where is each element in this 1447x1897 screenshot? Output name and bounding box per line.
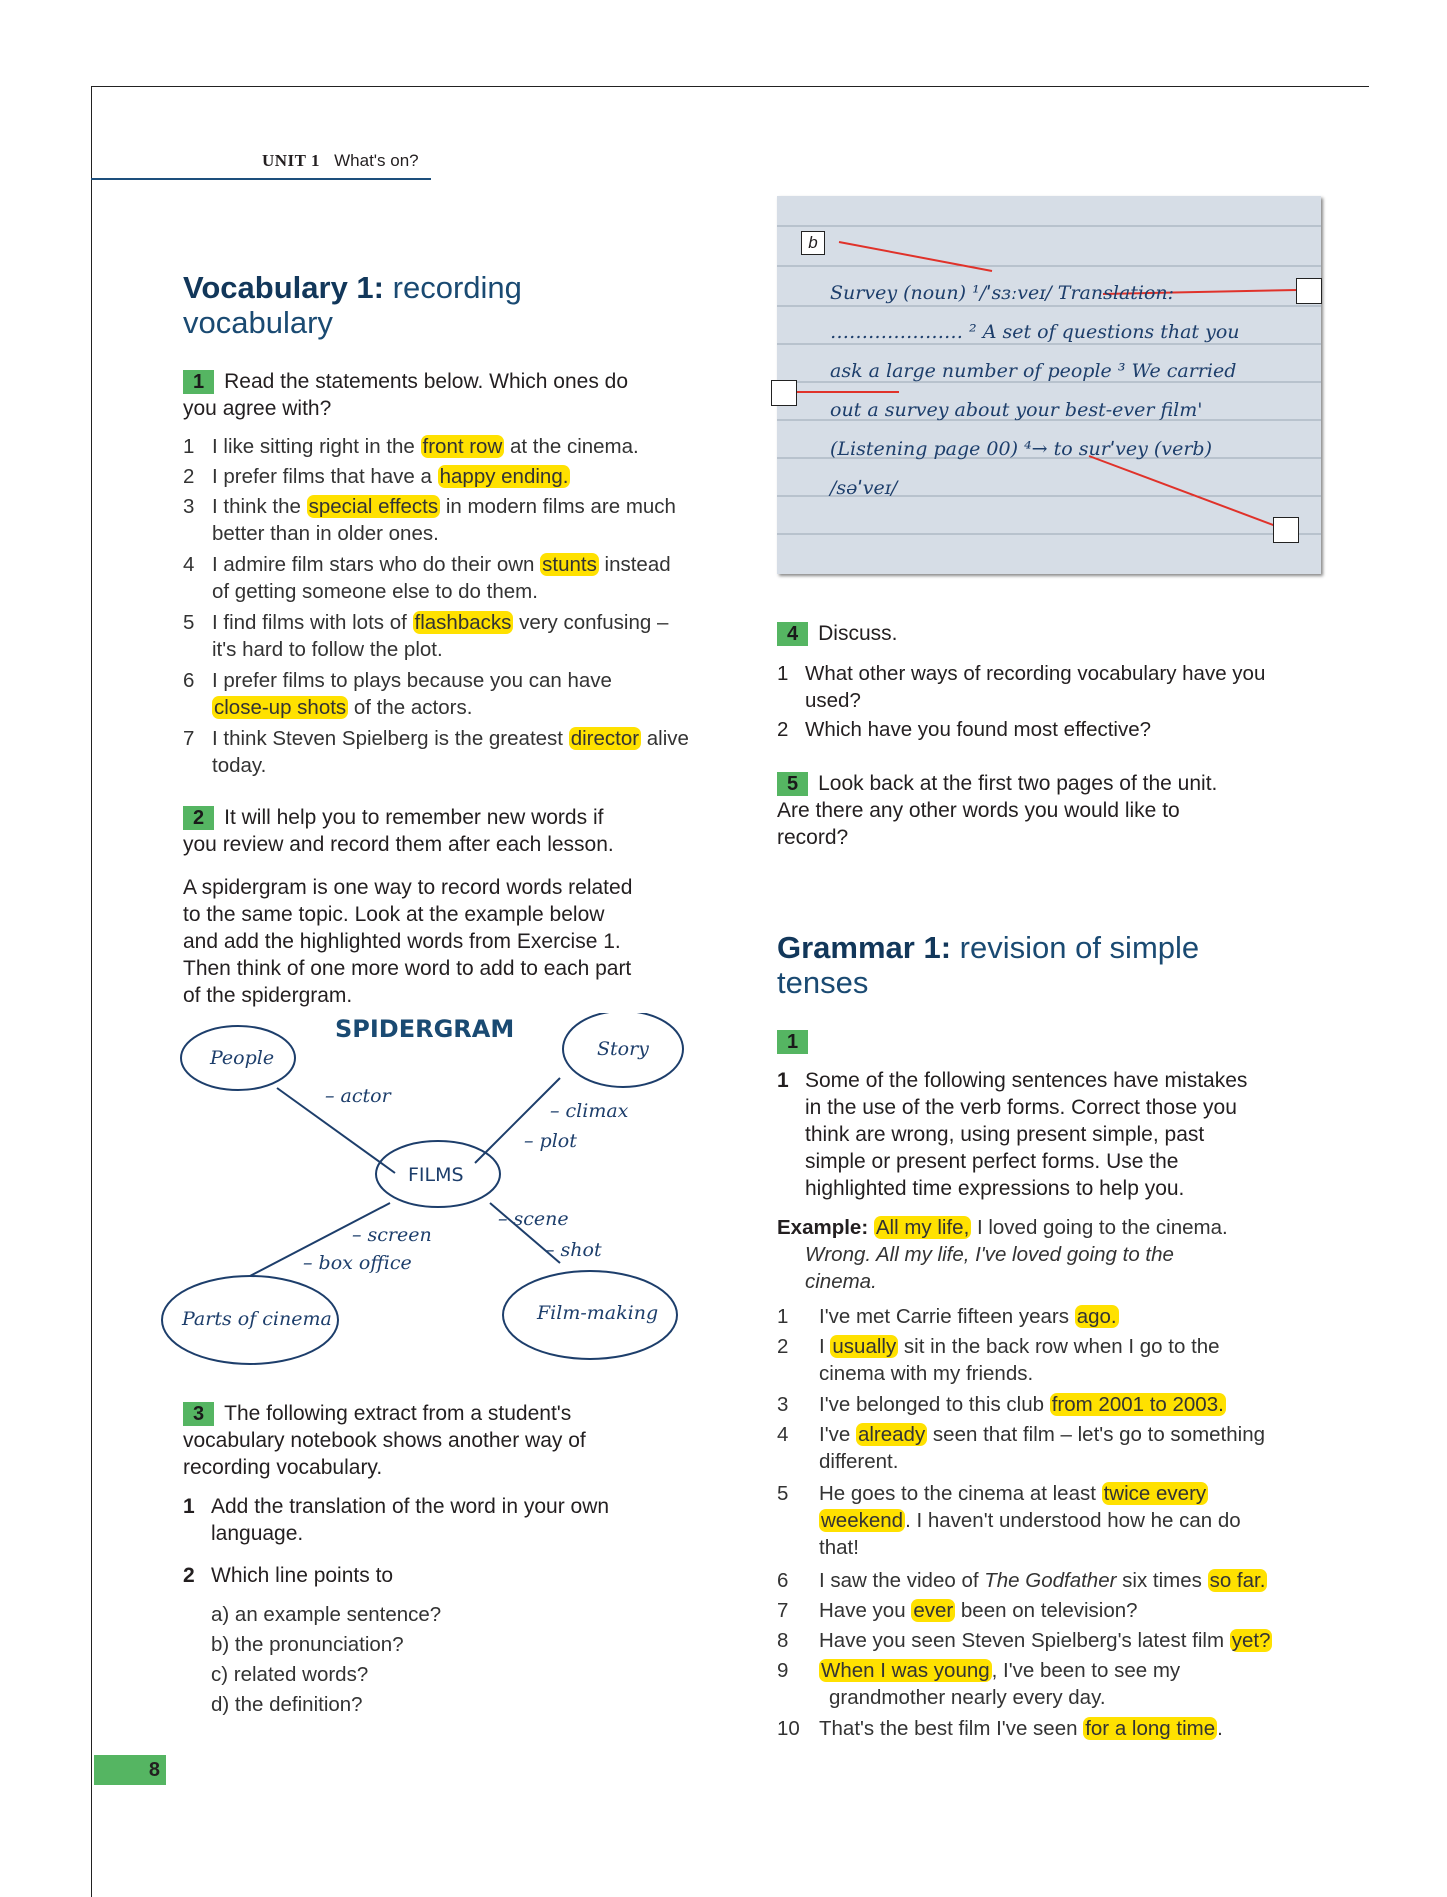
answer-box[interactable] <box>1273 517 1299 543</box>
item-number: 7 <box>777 1599 789 1622</box>
question-text: Which line points to <box>211 1564 394 1587</box>
grammar-item <box>777 1480 1357 1561</box>
grammar-item <box>777 1303 1357 1330</box>
vocab-item <box>183 493 743 547</box>
filmmaking-label: Film-making <box>537 1302 659 1324</box>
question-text: highlighted time expressions to help you. <box>805 1177 1185 1200</box>
question-text: simple or present perfect forms. Use the <box>805 1150 1179 1173</box>
scene-word: – scene <box>498 1208 569 1230</box>
item-text: I like sitting right in the <box>212 435 421 458</box>
item-text: better than in older ones. <box>212 522 439 545</box>
item-text: cinema with my friends. <box>819 1362 1034 1385</box>
vocab-item <box>183 609 743 663</box>
highlight: When I was young <box>821 1659 990 1682</box>
highlight: ago. <box>1076 1305 1117 1328</box>
notebook-line: Survey (noun) ¹/ˈsɜːveɪ/ Translation: <box>830 282 1175 304</box>
notebook-line: out a survey about your best-ever film' <box>830 399 1203 421</box>
ex3-options <box>211 1600 441 1720</box>
question-number: 1 <box>777 1069 789 1092</box>
highlight: front row <box>422 435 503 458</box>
item-number: 1 <box>777 662 789 685</box>
ex4-text: Discuss. <box>818 622 898 645</box>
item-number: 1 <box>183 435 195 458</box>
grammar-item <box>777 1391 1357 1418</box>
item-text: six times <box>1116 1569 1208 1592</box>
grammar-item <box>777 1627 1357 1654</box>
shot-word: – shot <box>545 1239 602 1261</box>
item-text: been on television? <box>955 1599 1138 1622</box>
climax-word: – climax <box>550 1100 629 1122</box>
item-text: That's the best film I've seen <box>819 1717 1084 1740</box>
vocab-item <box>183 433 743 460</box>
vocab-item <box>183 551 743 605</box>
question-text: Some of the following sentences have mistakes <box>805 1069 1248 1092</box>
item-number: 10 <box>777 1717 800 1740</box>
exercise-3-instruction <box>183 1400 743 1481</box>
highlight: twice every <box>1103 1482 1207 1505</box>
item-text: , I've been to see my <box>991 1659 1181 1682</box>
notebook-line: /səˈveɪ/ <box>830 477 898 499</box>
films-label: FILMS <box>408 1164 464 1186</box>
ex1-text1: Read the statements below. Which ones do <box>224 370 629 393</box>
item-text: in modern films are much <box>440 495 676 518</box>
item-text: at the cinema. <box>504 435 639 458</box>
item-number: 1 <box>777 1305 789 1328</box>
notebook-text <box>830 274 1310 508</box>
highlight: yet? <box>1231 1629 1271 1652</box>
exercise-number: 4 <box>777 622 808 646</box>
notebook-blank: ………………… <box>830 321 970 343</box>
item-text: I prefer films that have a <box>212 465 438 488</box>
item-text: seen that film – let's go to something <box>927 1423 1266 1446</box>
item-text: I think Steven Spielberg is the greatest <box>212 727 569 750</box>
question-number: 1 <box>183 1495 195 1518</box>
exercise-1-instruction <box>183 368 723 422</box>
item-text: different. <box>819 1450 899 1473</box>
vocab-item <box>183 463 743 490</box>
para-line: Then think of one more word to add to each part <box>183 957 632 980</box>
para-line: of the spidergram. <box>183 984 353 1007</box>
ex5-text: Look back at the first two pages of the unit. <box>818 772 1218 795</box>
vocab-item <box>183 667 743 721</box>
box-office-word: – box office <box>303 1252 412 1274</box>
spidergram-description <box>183 874 743 1009</box>
vocab-heading <box>183 270 522 340</box>
vocab-heading-line2: vocabulary <box>183 305 333 340</box>
notebook-extract <box>777 196 1321 574</box>
answer-box[interactable] <box>771 380 797 406</box>
item-text: sit in the back row when I go to the <box>898 1335 1220 1358</box>
vocab-heading-bold: Vocabulary 1: <box>183 270 385 305</box>
people-label: People <box>210 1047 275 1069</box>
ex4-item <box>777 716 1337 743</box>
question-text: think are wrong, using present simple, past <box>805 1123 1205 1146</box>
item-text: . I haven't understood how he can do <box>905 1509 1241 1532</box>
highlight: so far. <box>1209 1569 1266 1592</box>
highlight: usually <box>832 1335 897 1358</box>
para-line: A spidergram is one way to record words related <box>183 876 633 899</box>
item-number: 3 <box>777 1393 789 1416</box>
item-number: 3 <box>183 495 195 518</box>
example-wrong: Wrong. All my life, I've loved going to the <box>805 1243 1174 1266</box>
item-text: grandmother nearly every day. <box>829 1686 1106 1709</box>
ex2-text2: you review and record them after each lesson. <box>183 833 614 856</box>
item-number: 2 <box>183 465 195 488</box>
grammar-item <box>777 1421 1357 1475</box>
grammar-item <box>777 1597 1357 1624</box>
item-text: instead <box>598 553 671 576</box>
highlight: stunts <box>542 553 597 576</box>
grammar-exercise-1 <box>777 1028 818 1055</box>
question-number: 2 <box>183 1564 195 1587</box>
exercise-number: 5 <box>777 772 808 796</box>
story-label: Story <box>597 1038 649 1060</box>
ex3-line: vocabulary notebook shows another way of <box>183 1429 586 1452</box>
grammar-heading-line2: tenses <box>777 965 869 1000</box>
vocab-heading-rest: recording <box>392 270 522 305</box>
unit-label: UNIT 1 <box>262 151 320 170</box>
item-text: I think the <box>212 495 307 518</box>
question-text: language. <box>211 1522 304 1545</box>
item-title: The Godfather <box>984 1569 1117 1592</box>
exercise-4-instruction <box>777 620 897 647</box>
ex1-text2: you agree with? <box>183 397 332 420</box>
ex3-question-1 <box>183 1493 743 1547</box>
item-number: 4 <box>183 553 195 576</box>
item-number: 7 <box>183 727 195 750</box>
item-number: 8 <box>777 1629 789 1652</box>
plot-word: – plot <box>524 1130 577 1152</box>
exercise-number: 3 <box>183 1402 214 1426</box>
unit-title: What's on? <box>334 151 419 170</box>
grammar-item <box>777 1333 1357 1387</box>
item-text: I've <box>819 1423 856 1446</box>
example-label: Example: <box>777 1216 869 1239</box>
item-text: that! <box>819 1536 859 1559</box>
exercise-number: 1 <box>183 370 214 394</box>
cinema-label: Parts of cinema <box>182 1308 332 1330</box>
spidergram-title: SPIDERGRAM <box>335 1015 515 1043</box>
grammar-heading <box>777 930 1199 1000</box>
item-text: I've belonged to this club <box>819 1393 1050 1416</box>
highlight: All my life, <box>875 1216 970 1239</box>
highlight: for a long time <box>1085 1717 1216 1740</box>
vocab-item <box>183 725 743 779</box>
item-number: 6 <box>777 1569 789 1592</box>
highlight: already <box>857 1423 926 1446</box>
unit-header <box>262 151 419 171</box>
item-text: I admire film stars who do their own <box>212 553 541 576</box>
highlight: special effects <box>308 495 439 518</box>
top-rule <box>91 86 1369 87</box>
grammar-item <box>777 1657 1357 1711</box>
grammar-question-1 <box>777 1067 1337 1202</box>
screen-word: – screen <box>352 1224 432 1246</box>
option-b: b) the pronunciation? <box>211 1633 404 1656</box>
highlight: close-up shots <box>214 696 347 719</box>
ex5-text: record? <box>777 826 849 849</box>
actor-word: – actor <box>325 1085 391 1107</box>
exercise-2-instruction <box>183 804 743 858</box>
highlight: flashbacks <box>414 611 512 634</box>
grammar-heading-rest: revision of simple <box>959 930 1200 965</box>
item-text: I've met Carrie fifteen years <box>819 1305 1075 1328</box>
item-text: . <box>1217 1717 1223 1740</box>
ex2-text1: It will help you to remember new words if <box>224 806 604 829</box>
item-number: 5 <box>777 1482 789 1505</box>
item-text: What other ways of recording vocabulary have you <box>805 662 1266 685</box>
example-text: I loved going to the cinema. <box>971 1216 1228 1239</box>
item-number: 9 <box>777 1659 789 1682</box>
item-text: it's hard to follow the plot. <box>212 638 443 661</box>
highlight: ever <box>913 1599 954 1622</box>
unit-rule <box>91 178 431 180</box>
item-text: He goes to the cinema at least <box>819 1482 1102 1505</box>
option-c: c) related words? <box>211 1663 369 1686</box>
para-line: and add the highlighted words from Exercise 1. <box>183 930 621 953</box>
ex4-item <box>777 660 1337 714</box>
ex3-question-2 <box>183 1562 743 1589</box>
page-number: 8 <box>94 1755 166 1785</box>
highlight: happy ending. <box>439 465 569 488</box>
item-text: today. <box>212 754 267 777</box>
item-text: Which have you found most effective? <box>805 718 1152 741</box>
option-a: a) an example sentence? <box>211 1603 442 1626</box>
item-text: I prefer films to plays because you can have <box>212 669 612 692</box>
grammar-example <box>777 1214 1357 1295</box>
item-text: of getting someone else to do them. <box>212 580 538 603</box>
item-text: I saw the video of <box>819 1569 985 1592</box>
label-box-b: b <box>801 231 825 255</box>
item-number: 6 <box>183 669 195 692</box>
item-number: 2 <box>777 718 789 741</box>
exercise-number: 1 <box>777 1030 808 1054</box>
grammar-item <box>777 1567 1357 1594</box>
option-d: d) the definition? <box>211 1693 363 1716</box>
notebook-line: (Listening page 00) ⁴→ to surˈvey (verb) <box>830 438 1212 460</box>
question-text: Add the translation of the word in your own <box>211 1495 610 1518</box>
para-line: to the same topic. Look at the example below <box>183 903 605 926</box>
item-text: I find films with lots of <box>212 611 413 634</box>
item-number: 5 <box>183 611 195 634</box>
ex3-line: recording vocabulary. <box>183 1456 383 1479</box>
item-text: I <box>819 1335 831 1358</box>
grammar-item <box>777 1715 1357 1742</box>
item-text: of the actors. <box>348 696 473 719</box>
notebook-line: ask a large number of people ³ We carried <box>830 360 1237 382</box>
highlight: director <box>570 727 640 750</box>
ex3-line: The following extract from a student's <box>224 1402 572 1425</box>
item-text: alive <box>641 727 689 750</box>
question-text: in the use of the verb forms. Correct those you <box>805 1096 1237 1119</box>
item-text: used? <box>805 689 861 712</box>
item-number: 2 <box>777 1335 789 1358</box>
example-wrong: cinema. <box>805 1270 877 1293</box>
item-text: Have you <box>819 1599 912 1622</box>
exercise-number: 2 <box>183 806 214 830</box>
item-number: 4 <box>777 1423 789 1446</box>
highlight: weekend <box>821 1509 904 1532</box>
grammar-heading-bold: Grammar 1: <box>777 930 952 965</box>
item-text: very confusing – <box>513 611 669 634</box>
notebook-def: ² A set of questions that you <box>969 321 1240 343</box>
highlight: from 2001 to 2003. <box>1051 1393 1224 1416</box>
ex5-text: Are there any other words you would like to <box>777 799 1180 822</box>
item-text: Have you seen Steven Spielberg's latest film <box>819 1629 1230 1652</box>
answer-box[interactable] <box>1296 278 1322 304</box>
notebook-line <box>830 313 1310 352</box>
left-rule <box>91 86 92 1897</box>
exercise-5-instruction <box>777 770 1337 851</box>
spidergram <box>160 1013 720 1373</box>
